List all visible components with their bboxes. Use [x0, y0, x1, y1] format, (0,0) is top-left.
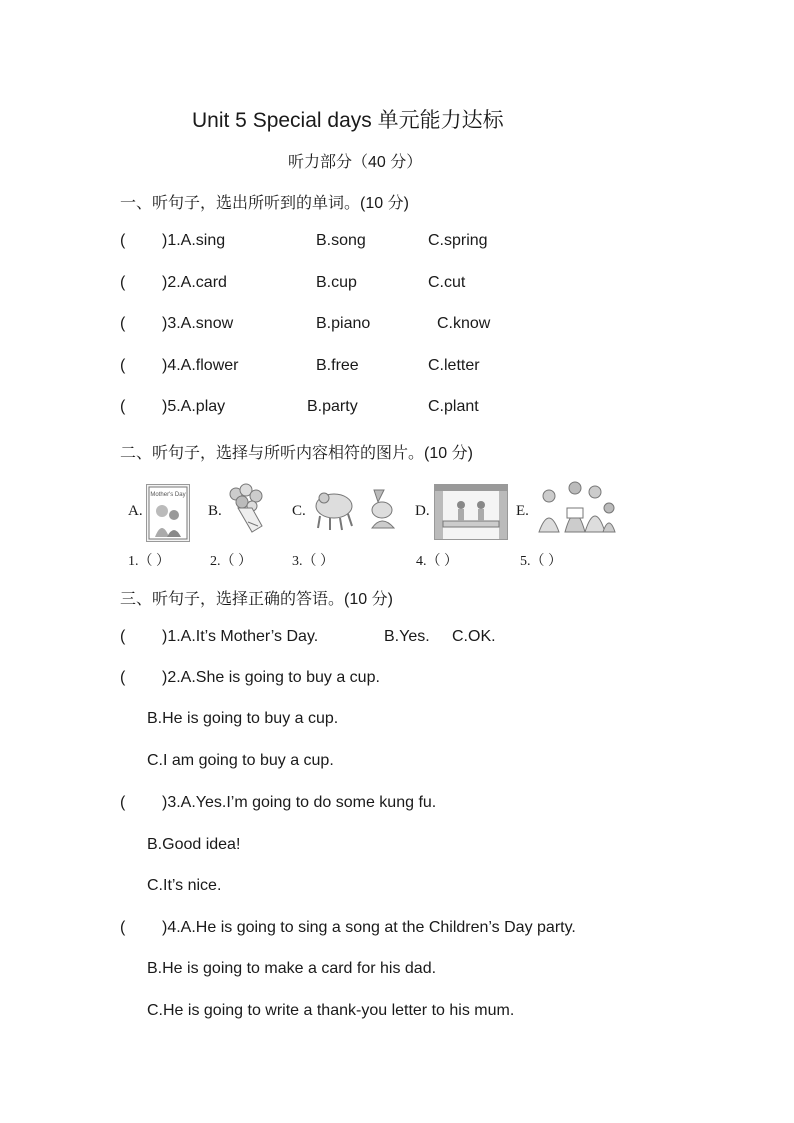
s1-q4-option-c: C.letter [428, 357, 480, 374]
picture-e-letter: E. [516, 503, 529, 519]
s1-q3-option-a: )3.A.snow [162, 315, 234, 332]
page-subtitle: 听力部分（40 分） [288, 154, 423, 171]
s3-q4-paren: ( [120, 919, 126, 936]
s3-q2-option-b: B.He is going to buy a cup. [147, 710, 339, 727]
s3-q4-option-b: B.He is going to make a card for his dad. [147, 960, 437, 977]
s3-q1-option-a: )1.A.It’s Mother’s Day. [162, 628, 319, 645]
section-2-heading: 二、听句子，选择与所听内容相符的图片。(10 分) [120, 445, 473, 462]
s1-q1-option-a: )1.A.sing [162, 232, 226, 249]
s3-q1-paren: ( [120, 628, 126, 645]
s1-q5-paren: ( [120, 398, 126, 415]
s1-q3-option-b: B.piano [316, 315, 371, 332]
answer-blank-3[interactable]: 3.（ ） [292, 554, 334, 569]
s1-q1-option-c: C.spring [428, 232, 488, 249]
s3-q2-paren: ( [120, 669, 126, 686]
answer-blank-2[interactable]: 2.（ ） [210, 554, 252, 569]
s3-q2-option-c: C.I am going to buy a cup. [147, 752, 334, 769]
s1-q2-option-a: )2.A.card [162, 274, 227, 291]
stage-performance-picture [434, 484, 508, 540]
page-title: Unit 5 Special days 单元能力达标 [192, 109, 504, 132]
s1-q5-option-b: B.party [307, 398, 358, 415]
s3-q4-option-a: )4.A.He is going to sing a song at the Children’s Day party. [162, 919, 576, 936]
picture-d-letter: D. [415, 503, 430, 519]
s1-q4-paren: ( [120, 357, 126, 374]
s1-q2-option-c: C.cut [428, 274, 466, 291]
s3-q3-paren: ( [120, 794, 126, 811]
s1-q1-paren: ( [120, 232, 126, 249]
answer-blank-4[interactable]: 4.（ ） [416, 554, 458, 569]
flower-bouquet-picture [222, 482, 272, 536]
s1-q3-option-c: C.know [437, 315, 491, 332]
s3-q1-option-b: B.Yes. [384, 628, 430, 645]
s3-q4-option-c: C.He is going to write a thank-you letter to his mum. [147, 1002, 515, 1019]
picture-b-letter: B. [208, 503, 222, 519]
mothers-day-card-picture [146, 484, 190, 542]
s3-q1-option-c: C.OK. [452, 628, 496, 645]
s3-q3-option-a: )3.A.Yes.I’m going to do some kung fu. [162, 794, 437, 811]
picture-a-letter: A. [128, 503, 143, 519]
answer-blank-5[interactable]: 5.（ ） [520, 554, 562, 569]
s1-q3-paren: ( [120, 315, 126, 332]
s1-q1-option-b: B.song [316, 232, 366, 249]
section-3-heading: 三、听句子，选择正确的答语。(10 分) [120, 591, 393, 608]
answer-blank-1[interactable]: 1.（ ） [128, 554, 170, 569]
s1-q2-option-b: B.cup [316, 274, 357, 291]
s1-q4-option-b: B.free [316, 357, 359, 374]
svg-text:Mother's Day: Mother's Day [150, 492, 186, 498]
family-reading-picture [533, 478, 617, 536]
s3-q2-option-a: )2.A.She is going to buy a cup. [162, 669, 380, 686]
s3-q3-option-c: C.It’s nice. [147, 877, 222, 894]
s1-q4-option-a: )4.A.flower [162, 357, 239, 374]
chinese-zodiac-animals-picture [312, 484, 404, 534]
s3-q3-option-b: B.Good idea! [147, 836, 241, 853]
section-1-heading: 一、听句子，选出所听到的单词。(10 分) [120, 195, 409, 212]
s1-q5-option-c: C.plant [428, 398, 479, 415]
s1-q2-paren: ( [120, 274, 126, 291]
picture-c-letter: C. [292, 503, 306, 519]
s1-q5-option-a: )5.A.play [162, 398, 226, 415]
